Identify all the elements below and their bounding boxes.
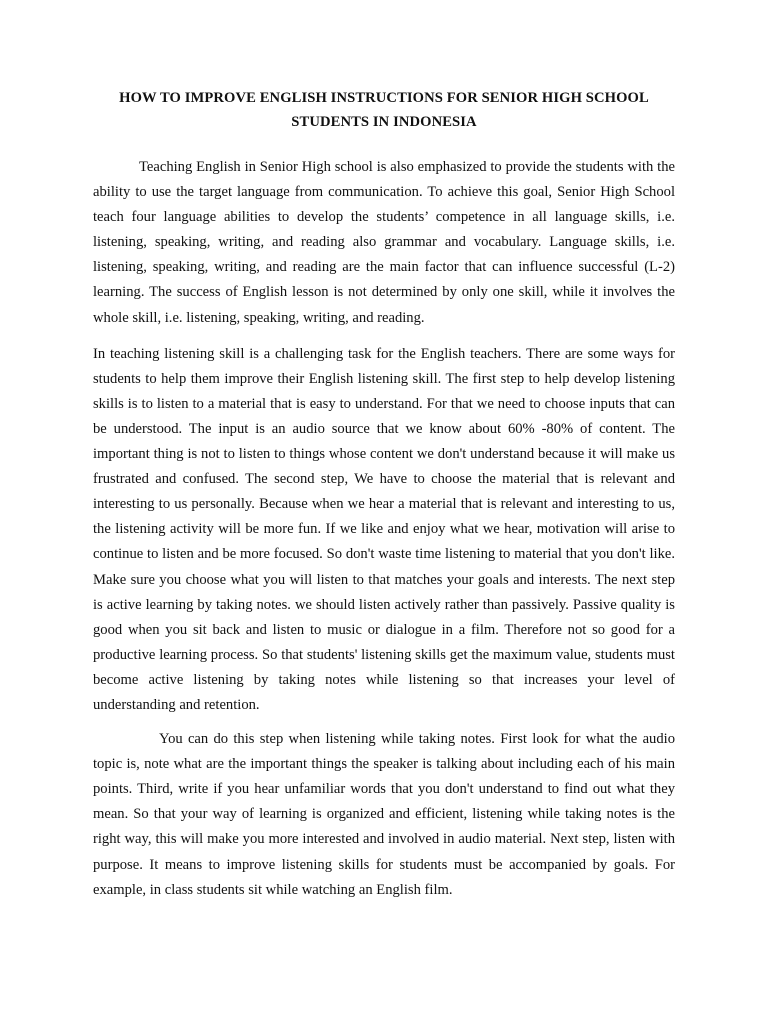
document-title: HOW TO IMPROVE ENGLISH INSTRUCTIONS FOR SENIOR HIGH SCHOOL STUDENTS IN INDONESIA: [119, 90, 649, 130]
paragraph-note-taking: You can do this step when listening while taking notes. First look for what the audio topic is, note what are the important things the speaker is talking about including each of his main points. Third, write if you hear unfamiliar words that you don't understand to find out what they mean. So that your way of learning is organized and efficient, listening while taking notes is the right way, this will make you more interested and involved in audio material. Next step, listen with purpose. It means to improve listening skills for students must be accompanied by goals. For example, in class students sit while watching an English film.: [93, 731, 675, 898]
paragraph-listening: In teaching listening skill is a challenging task for the English teachers. There are some ways for students to help them improve their English listening skill. The first step to help develop listening skills is to listen to a material that is easy to understand. For that we need to choose inputs that can be understood. The input is an audio source that we know about 60% -80% of content. The important thing is not to listen to things whose content we don't understand because it will make us frustrated and confused. The second step, We have to choose the material that is relevant and interesting to us personally. Because when we hear a material that is relevant and interesting to us, the listening activity will be more fun. If we like and enjoy what we hear, motivation will arise to continue to listen and be more focused. So don't waste time listening to material that you don't like. Make sure you choose what you will listen to that matches your goals and interests. The next step is active learning by taking notes. we should listen actively rather than passively. Passive quality is good when you sit back and listen to music or dialogue in a film. Therefore not so good for a productive learning process. So that students' listening skills get the maximum value, students must become active listening by taking notes while listening so that increases your level of understanding and retention.: [93, 345, 675, 713]
paragraph-intro: Teaching English in Senior High school is also emphasized to provide the students with the ability to use the target language from communication. To achieve this goal, Senior High School teach four language abilities to develop the students’ competence in all language skills, i.e. listening, speaking, writing, and reading also grammar and vocabulary. Language skills, i.e. listening, speaking, writing, and reading are the main factor that can influence successful (L-2) learning. The success of English lesson is not determined by only one skill, while it involves the whole skill, i.e. listening, speaking, writing, and reading.: [93, 159, 675, 326]
document-page: [93, 86, 675, 903]
